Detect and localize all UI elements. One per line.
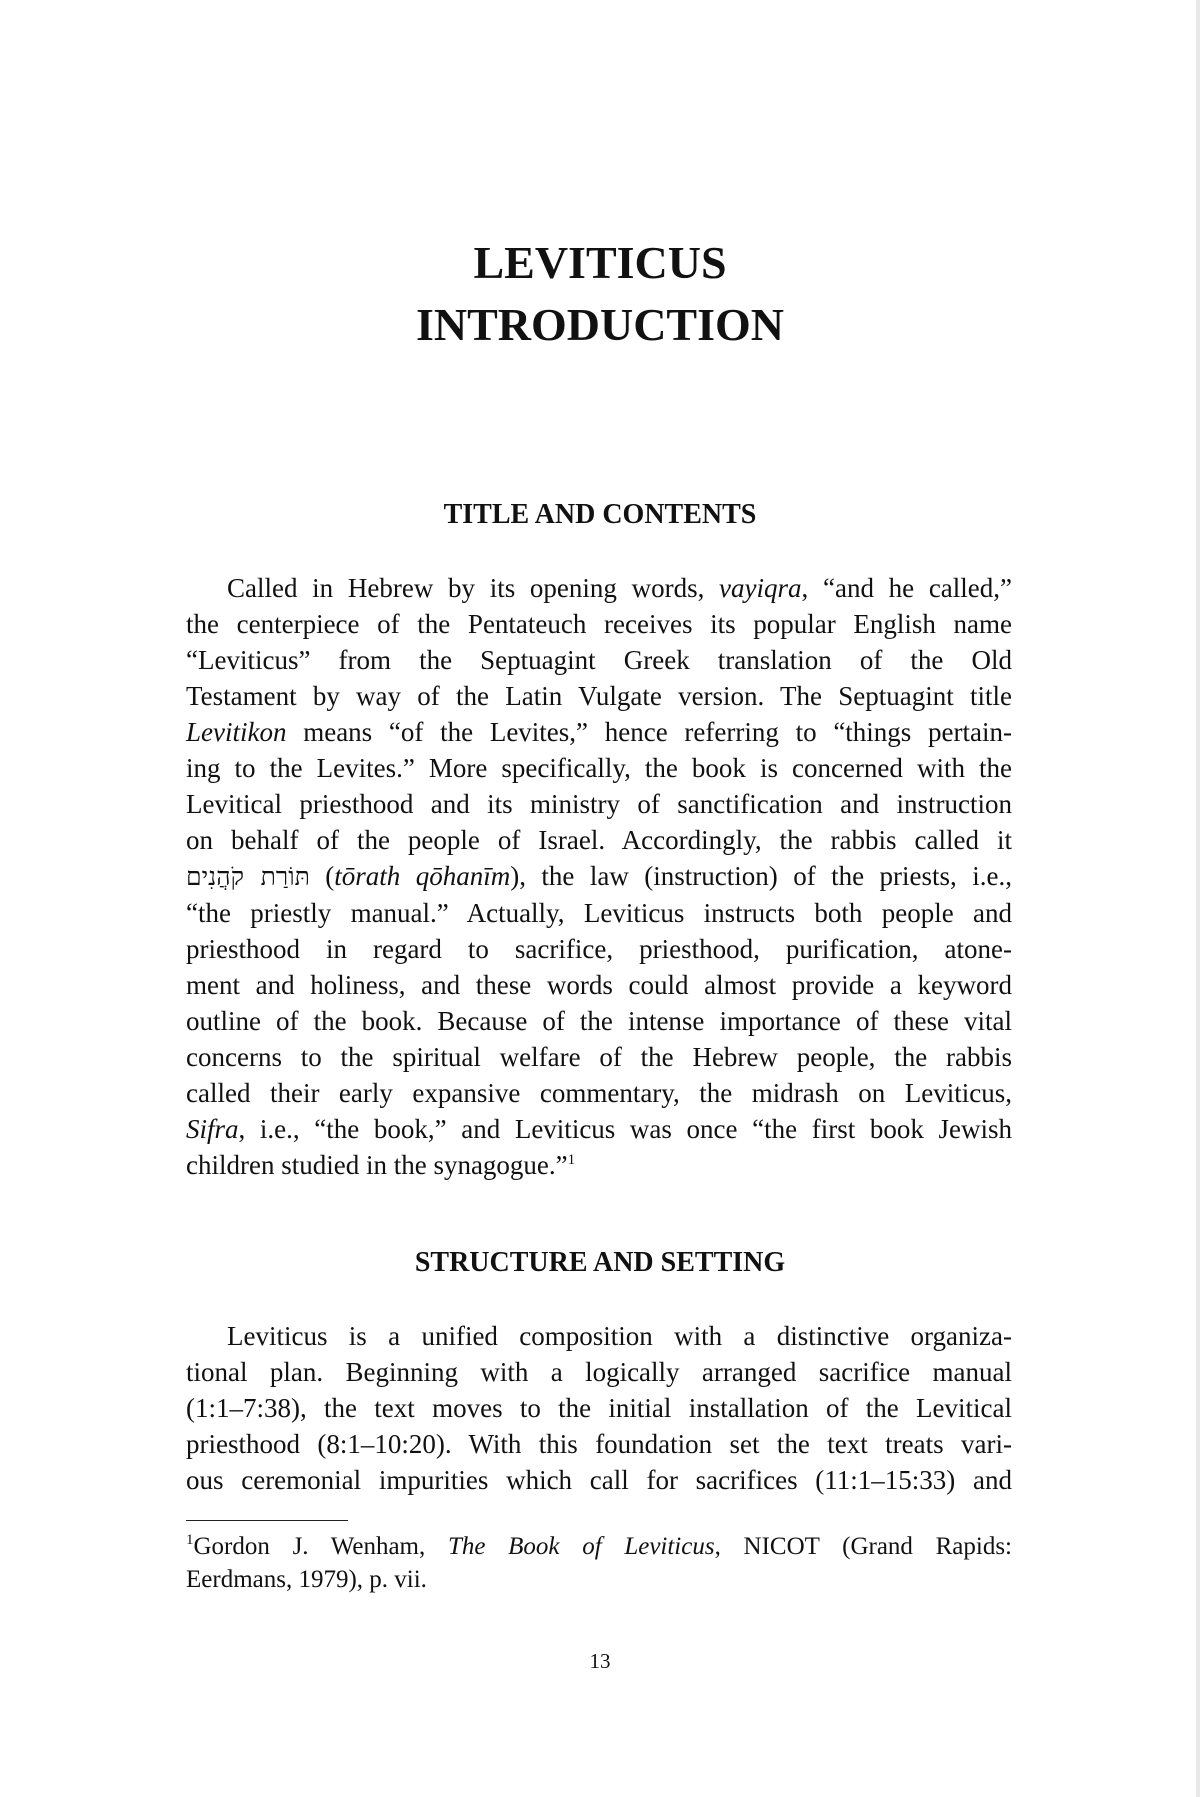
hebrew-term: תּוֹרַת קֹהֲנִים	[186, 862, 310, 891]
text-line: “the priestly manual.” Actually, Leviticus instructs both people and	[186, 898, 1012, 928]
title-line-2: INTRODUCTION	[415, 299, 785, 350]
text-line	[186, 1111, 1012, 1147]
text-line: ing to the Levites.” More specifically, the book is concerned with the	[186, 753, 1012, 783]
section-heading-structure-and-setting: STRUCTURE AND SETTING	[414, 1247, 786, 1278]
text-run: means “of the Levites,” hence referring to “things pertain-	[286, 717, 1012, 747]
footnote	[186, 1530, 1012, 1596]
italic-term: Levitikon	[186, 717, 287, 747]
text-line: the centerpiece of the Pentateuch receives its popular English name	[186, 609, 1012, 639]
page-number: 13	[589, 1649, 611, 1673]
text-run: Called in Hebrew by its opening words,	[227, 573, 720, 603]
section-heading-title-and-contents: TITLE AND CONTENTS	[443, 499, 757, 530]
text-line: outline of the book. Because of the intense importance of these vital	[186, 1006, 1012, 1036]
text-line	[186, 1147, 1012, 1183]
text-line: (1:1–7:38), the text moves to the initial installation of the Levitical	[186, 1393, 1012, 1423]
text-line: ment and holiness, and these words could almost provide a keyword	[186, 970, 1012, 1000]
italic-term: Sifra	[186, 1114, 239, 1144]
text-run: (	[309, 861, 335, 891]
italic-term: vayiqra	[719, 573, 802, 603]
text-line	[186, 570, 1012, 606]
text-run: , NICOT (Grand Rapids:	[714, 1533, 1013, 1560]
footnote-marker: 1	[186, 1532, 194, 1548]
title-line-1: LEVITICUS	[473, 237, 727, 288]
footnote-reference[interactable]: 1	[567, 1152, 576, 1168]
footnote-line: Eerdmans, 1979), p. vii.	[186, 1566, 427, 1593]
text-line: concerns to the spiritual welfare of the Hebrew people, the rabbis	[186, 1042, 1012, 1072]
text-line: ous ceremonial impurities which call for sacrifices (11:1–15:33) and	[186, 1465, 1012, 1495]
text-line: priesthood in regard to sacrifice, priesthood, purification, atone-	[186, 934, 1012, 964]
text-line	[186, 858, 1012, 895]
footnote-divider	[186, 1520, 348, 1521]
text-line: on behalf of the people of Israel. Accordingly, the rabbis called it	[186, 825, 1012, 855]
footnote-line	[186, 1530, 1012, 1563]
paragraph-structure-and-setting	[186, 1318, 1012, 1498]
text-line	[186, 714, 1012, 750]
text-run: , i.e., “the book,” and Leviticus was once “the first book Jewish	[238, 1114, 1012, 1144]
text-line: called their early expansive commentary, the midrash on Leviticus,	[186, 1078, 1012, 1108]
text-line: Levitical priesthood and its ministry of sanctification and instruction	[186, 789, 1012, 819]
transliteration: tōrath qōhanīm	[334, 861, 511, 891]
text-run: ), the law (instruction) of the priests, i.e.,	[510, 861, 1012, 891]
text-run: children studied in the synagogue.”	[186, 1150, 568, 1180]
text-line: tional plan. Beginning with a logically arranged sacrifice manual	[186, 1357, 1012, 1387]
text-line: Testament by way of the Latin Vulgate version. The Septuagint title	[186, 681, 1012, 711]
text-line: Leviticus is a unified composition with a distinctive organiza-	[227, 1321, 1012, 1351]
text-run: , “and he called,”	[801, 573, 1013, 603]
text-line: “Leviticus” from the Septuagint Greek translation of the Old	[186, 645, 1012, 675]
paragraph-title-and-contents	[186, 570, 1012, 1183]
page-title	[0, 232, 1200, 356]
text-run: Gordon J. Wenham,	[193, 1533, 448, 1560]
cited-book-title: The Book of Leviticus	[447, 1533, 715, 1560]
text-line: priesthood (8:1–10:20). With this foundation set the text treats vari-	[186, 1429, 1012, 1459]
